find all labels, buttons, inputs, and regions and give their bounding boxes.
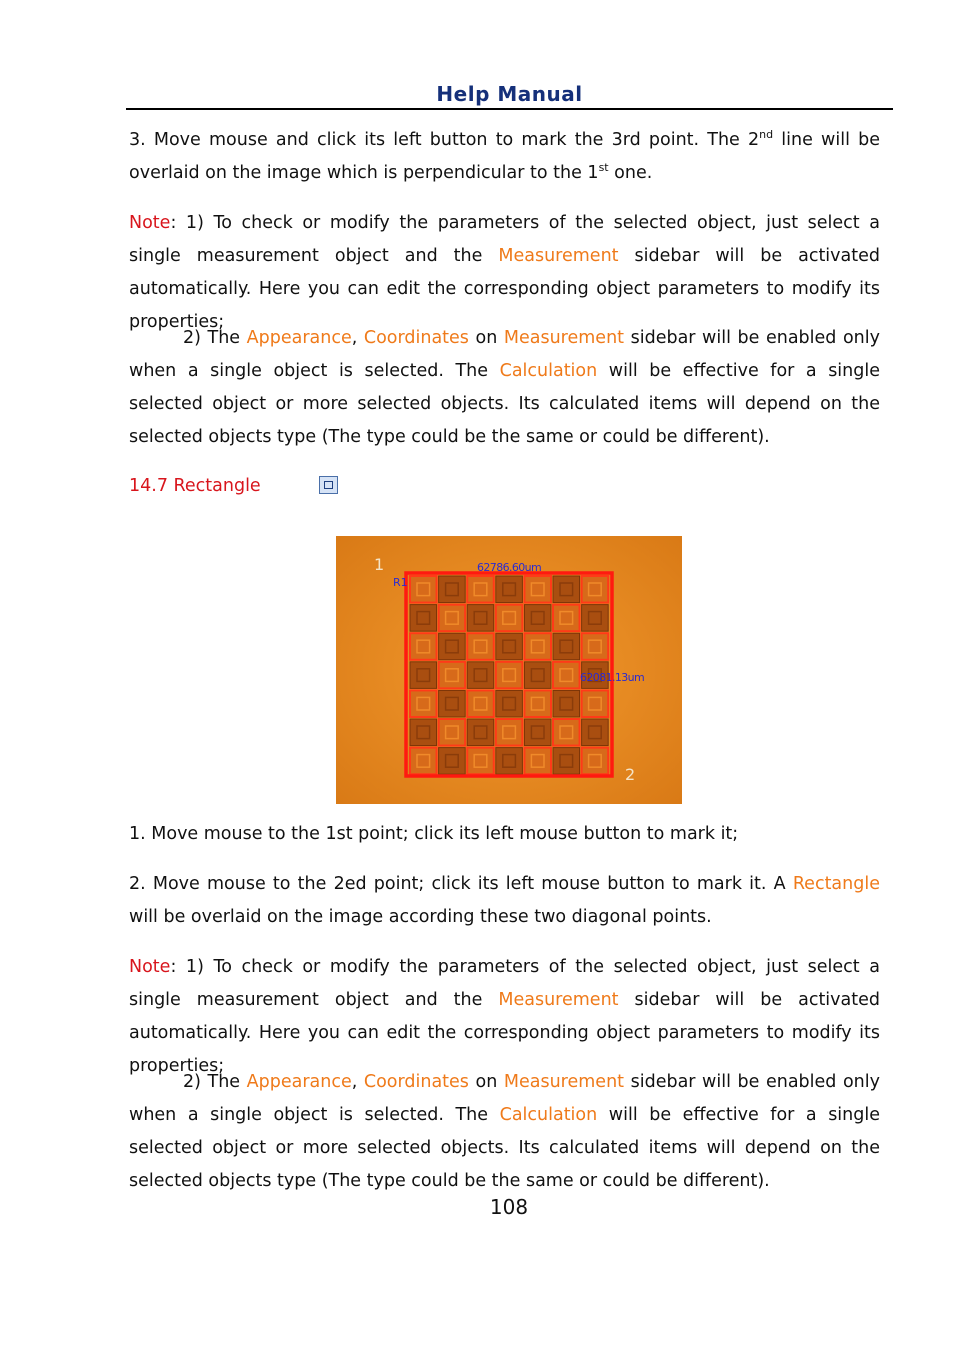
point-2-label: 2 — [625, 765, 636, 784]
note2b-on: on — [468, 1072, 504, 1092]
note1b-measurement: Measurement — [503, 328, 625, 348]
chip-pad — [496, 633, 523, 660]
page-header-title: Help Manual — [436, 82, 583, 106]
note1-text-b: sidebar will be activated automatically. Here you can edit the corresponding object parameters to modify its properties; — [129, 246, 880, 332]
step2-rectangle: Rectangle — [792, 874, 880, 894]
step3-text-c: one. — [608, 163, 653, 183]
rectangle-name-label: R1 — [393, 576, 408, 589]
note2-paragraph — [129, 951, 880, 1083]
note1-label: Note — [129, 213, 171, 233]
chip-pad — [553, 576, 580, 603]
chip-pad — [439, 719, 466, 746]
height-measurement-label: 62081.13um — [580, 671, 645, 684]
note2-measurement-link: Measurement — [498, 990, 619, 1010]
step2-text-b: will be overlaid on the image according these two diagonal points. — [129, 907, 712, 927]
chip-pad — [410, 576, 437, 603]
note2b-calculation: Calculation — [499, 1105, 598, 1125]
chip-pad — [496, 748, 523, 775]
note2-label: Note — [129, 957, 171, 977]
chip-pad — [553, 748, 580, 775]
chip-pad — [410, 605, 437, 632]
step3-text-b: line will be overlaid on the image which is perpendicular to the 1 — [129, 130, 880, 183]
note2b-text-b: sidebar will be enabled only when a single object is selected. The — [129, 1072, 880, 1125]
note1-text-a: : 1) To check or modify the parameters of the selected object, just select a single measurement object and the — [129, 213, 880, 266]
step2-paragraph — [129, 868, 880, 934]
chip-pad — [467, 576, 494, 603]
chip-pad — [439, 662, 466, 689]
chip-pad — [467, 690, 494, 717]
note2b-text-c: will be effective for a single selected object or more selected objects. Its calculated items will depend on the selected objects type (The type could be the same or could be different). — [129, 1105, 881, 1191]
chip-pad — [582, 605, 609, 632]
chip-pad — [553, 633, 580, 660]
note2b-text-a: 2) The — [183, 1072, 247, 1092]
chip-pad — [496, 576, 523, 603]
chip-pad — [553, 719, 580, 746]
chip-pad — [553, 662, 580, 689]
chip-pad — [410, 690, 437, 717]
chip-pad — [410, 633, 437, 660]
sup-nd: nd — [759, 128, 774, 142]
chip-pad — [553, 690, 580, 717]
chip-pad — [410, 719, 437, 746]
note1b-text-b: sidebar will be enabled only when a single object is selected. The — [129, 328, 880, 381]
note2-text-b: sidebar will be activated automatically. Here you can edit the corresponding object parameters to modify its properties; — [129, 990, 880, 1076]
chip-pad — [553, 605, 580, 632]
note2b-coordinates: Coordinates — [363, 1072, 469, 1092]
chip-pad — [524, 748, 551, 775]
note1b-coordinates: Coordinates — [363, 328, 469, 348]
chip-pad — [496, 690, 523, 717]
rectangle-tool-icon — [319, 476, 338, 494]
note1-measurement-link: Measurement — [498, 246, 619, 266]
chip-pad — [524, 633, 551, 660]
chip-pad — [439, 690, 466, 717]
width-measurement-label: 62786.60um — [477, 561, 542, 574]
chip-pad — [582, 576, 609, 603]
chip-pad — [524, 719, 551, 746]
chip-pad — [467, 719, 494, 746]
step2-text-a: 2. Move mouse to the 2ed point; click its left mouse button to mark it. A — [129, 874, 793, 894]
section-heading: 14.7 Rectangle — [129, 476, 261, 496]
chip-pad — [582, 748, 609, 775]
note2b-paragraph — [129, 1066, 880, 1198]
sup-st: st — [598, 161, 609, 175]
chip-pad — [524, 576, 551, 603]
note1b-on: on — [468, 328, 504, 348]
chip-pad — [467, 633, 494, 660]
page-number: 108 — [489, 1195, 529, 1219]
chip-pad — [439, 576, 466, 603]
note1b-comma: , — [351, 328, 364, 348]
step3-text-a: 3. Move mouse and click its left button to mark the 3rd point. The 2 — [129, 130, 760, 150]
chip-pad — [496, 605, 523, 632]
chip-pad — [439, 748, 466, 775]
chip-pad — [496, 719, 523, 746]
point-1-label: 1 — [374, 555, 385, 574]
chip-pad — [410, 662, 437, 689]
chip-pad — [524, 662, 551, 689]
chip-grid — [410, 576, 608, 774]
note1-paragraph — [129, 207, 880, 339]
chip-pad — [467, 605, 494, 632]
chip-pad — [496, 662, 523, 689]
chip-pad — [439, 605, 466, 632]
chip-pad — [582, 633, 609, 660]
chip-pad — [467, 748, 494, 775]
chip-pad — [467, 662, 494, 689]
note2-text-a: : 1) To check or modify the parameters of the selected object, just select a single measurement object and the — [129, 957, 880, 1010]
step1-paragraph: 1. Move mouse to the 1st point; click its left mouse button to mark it; — [129, 824, 739, 844]
note1b-appearance: Appearance — [246, 328, 352, 348]
chip-pad — [582, 690, 609, 717]
note2b-comma: , — [351, 1072, 364, 1092]
note1b-calculation: Calculation — [499, 361, 598, 381]
chip-pad — [524, 605, 551, 632]
header-rule — [126, 108, 893, 110]
note2b-appearance: Appearance — [246, 1072, 352, 1092]
note1b-text-c: will be effective for a single selected object or more selected objects. Its calculated items will depend on the selected objects type (The type could be the same or could be different). — [129, 361, 881, 447]
note1b-text-a: 2) The — [183, 328, 247, 348]
chip-pad — [582, 719, 609, 746]
chip-pad — [524, 690, 551, 717]
note2b-measurement: Measurement — [503, 1072, 625, 1092]
chip-pad — [439, 633, 466, 660]
step3-paragraph — [129, 124, 880, 190]
note1b-paragraph — [129, 322, 880, 454]
chip-pad — [410, 748, 437, 775]
rectangle-measurement-figure — [336, 536, 682, 804]
